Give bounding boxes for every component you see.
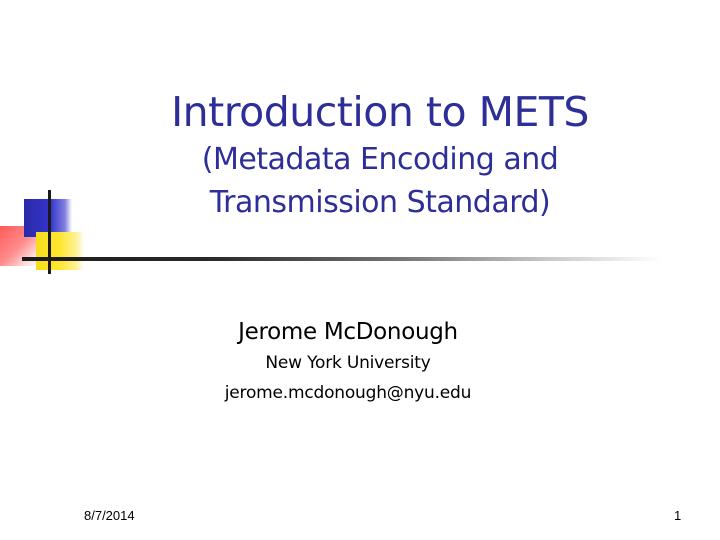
decorative-yellow-square (36, 232, 84, 270)
slide-subtitle-line-1: (Metadata Encoding and (201, 142, 559, 177)
presenter-block (148, 316, 548, 408)
title-block (80, 86, 680, 224)
slide-subtitle-line-2: Transmission Standard) (209, 185, 551, 220)
footer-page-number: 1 (674, 508, 682, 523)
decorative-vertical-line (48, 190, 51, 274)
presenter-affiliation: New York University (265, 353, 431, 373)
slide-title: Introduction to METS (171, 88, 589, 136)
presenter-email: jerome.mcdonough@nyu.edu (224, 383, 472, 403)
presenter-name: Jerome McDonough (238, 319, 458, 345)
footer-date: 8/7/2014 (84, 508, 135, 523)
title-divider-line (22, 257, 662, 261)
